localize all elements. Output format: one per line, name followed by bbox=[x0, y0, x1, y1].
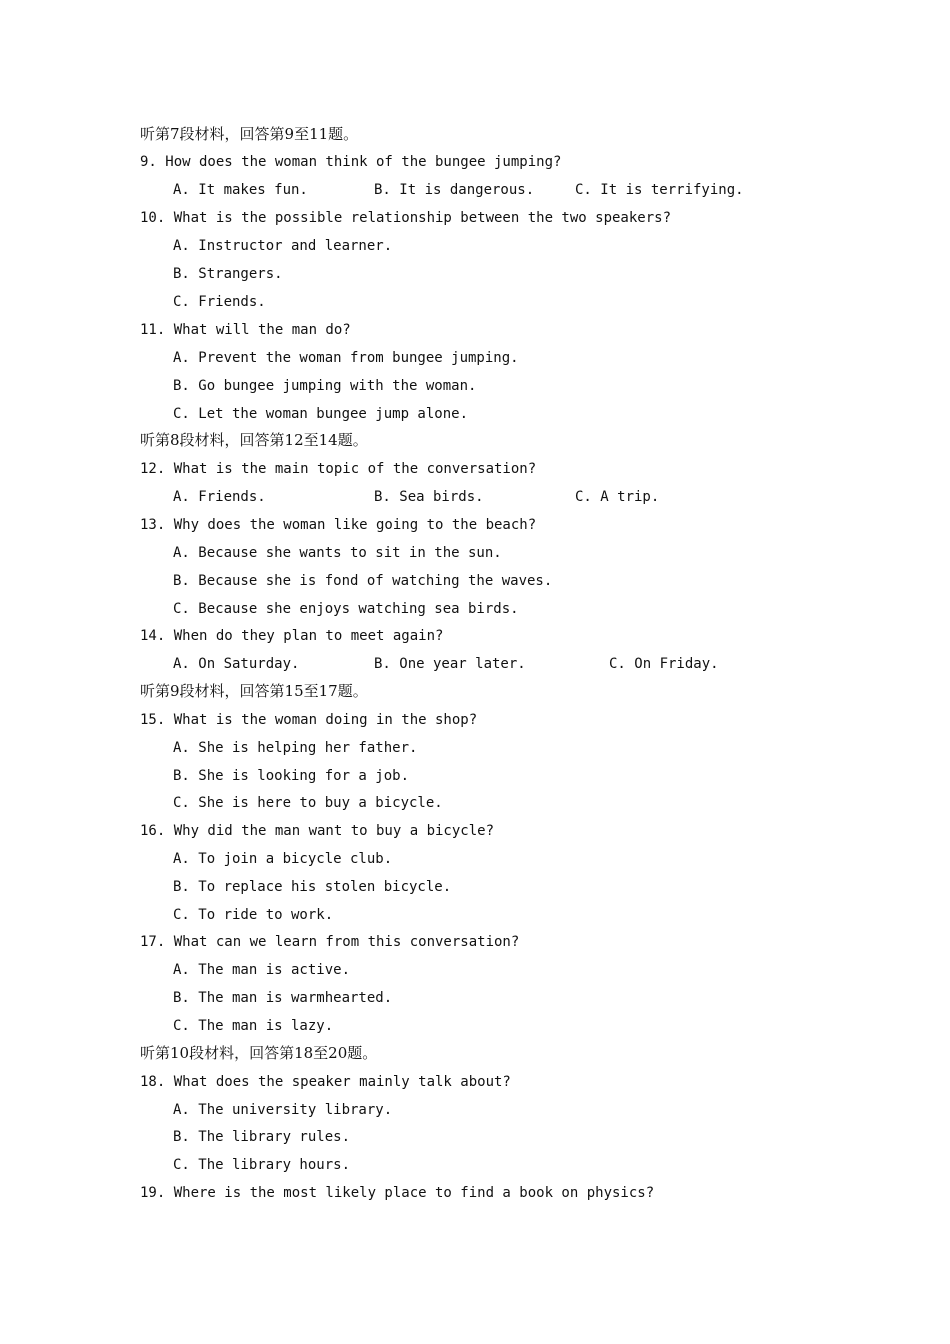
option-b: B. It is dangerous. bbox=[374, 182, 535, 198]
option-a: A. Instructor and learner. bbox=[173, 238, 393, 254]
option-a: A. She is helping her father. bbox=[173, 740, 418, 756]
option-c: C. To ride to work. bbox=[173, 907, 334, 923]
option-b: B. She is looking for a job. bbox=[173, 768, 410, 784]
option-b: B. Go bungee jumping with the woman. bbox=[173, 378, 477, 394]
option-a: A. The man is active. bbox=[173, 962, 351, 978]
option-b: B. The library rules. bbox=[173, 1129, 351, 1145]
option-b: B. To replace his stolen bicycle. bbox=[173, 879, 452, 895]
option-c: C. It is terrifying. bbox=[575, 182, 744, 198]
question-stem: 15. What is the woman doing in the shop? bbox=[140, 712, 478, 728]
question-stem: 13. Why does the woman like going to the beach? bbox=[140, 517, 537, 533]
option-a: A. Prevent the woman from bungee jumping. bbox=[173, 350, 519, 366]
option-c: C. Because she enjoys watching sea birds. bbox=[173, 601, 519, 617]
question-stem: 14. When do they plan to meet again? bbox=[140, 628, 444, 644]
question-stem: 11. What will the man do? bbox=[140, 322, 351, 338]
option-c: C. Friends. bbox=[173, 294, 266, 310]
option-row bbox=[173, 180, 744, 200]
section-heading: 听第9段材料，回答第15至17题。 bbox=[140, 682, 368, 700]
option-a: A. It makes fun. bbox=[173, 182, 308, 198]
section-heading: 听第10段材料，回答第18至20题。 bbox=[140, 1044, 378, 1062]
option-c: C. She is here to buy a bicycle. bbox=[173, 795, 443, 811]
option-row bbox=[173, 654, 719, 674]
question-stem: 12. What is the main topic of the conversation? bbox=[140, 461, 537, 477]
question-stem: 10. What is the possible relationship between the two speakers? bbox=[140, 210, 672, 226]
question-stem: 19. Where is the most likely place to find a book on physics? bbox=[140, 1185, 655, 1201]
option-a: A. The university library. bbox=[173, 1102, 393, 1118]
question-stem: 9. How does the woman think of the bungee jumping? bbox=[140, 154, 562, 170]
option-a: A. On Saturday. bbox=[173, 656, 300, 672]
section-heading: 听第8段材料，回答第12至14题。 bbox=[140, 431, 368, 449]
option-a: A. Friends. bbox=[173, 489, 266, 505]
option-c: C. A trip. bbox=[575, 489, 660, 505]
option-b: B. One year later. bbox=[374, 656, 526, 672]
option-a: A. Because she wants to sit in the sun. bbox=[173, 545, 502, 561]
question-stem: 18. What does the speaker mainly talk about? bbox=[140, 1074, 511, 1090]
option-b: B. Sea birds. bbox=[374, 489, 484, 505]
section-heading: 听第7段材料，回答第9至11题。 bbox=[140, 125, 359, 143]
option-c: C. The library hours. bbox=[173, 1157, 351, 1173]
option-row bbox=[173, 487, 660, 507]
option-b: B. The man is warmhearted. bbox=[173, 990, 393, 1006]
option-a: A. To join a bicycle club. bbox=[173, 851, 393, 867]
option-c: C. Let the woman bungee jump alone. bbox=[173, 406, 469, 422]
question-stem: 17. What can we learn from this conversation? bbox=[140, 934, 520, 950]
option-b: B. Because she is fond of watching the waves. bbox=[173, 573, 553, 589]
option-c: C. The man is lazy. bbox=[173, 1018, 334, 1034]
question-stem: 16. Why did the man want to buy a bicycle? bbox=[140, 823, 495, 839]
option-b: B. Strangers. bbox=[173, 266, 283, 282]
option-c: C. On Friday. bbox=[609, 656, 719, 672]
